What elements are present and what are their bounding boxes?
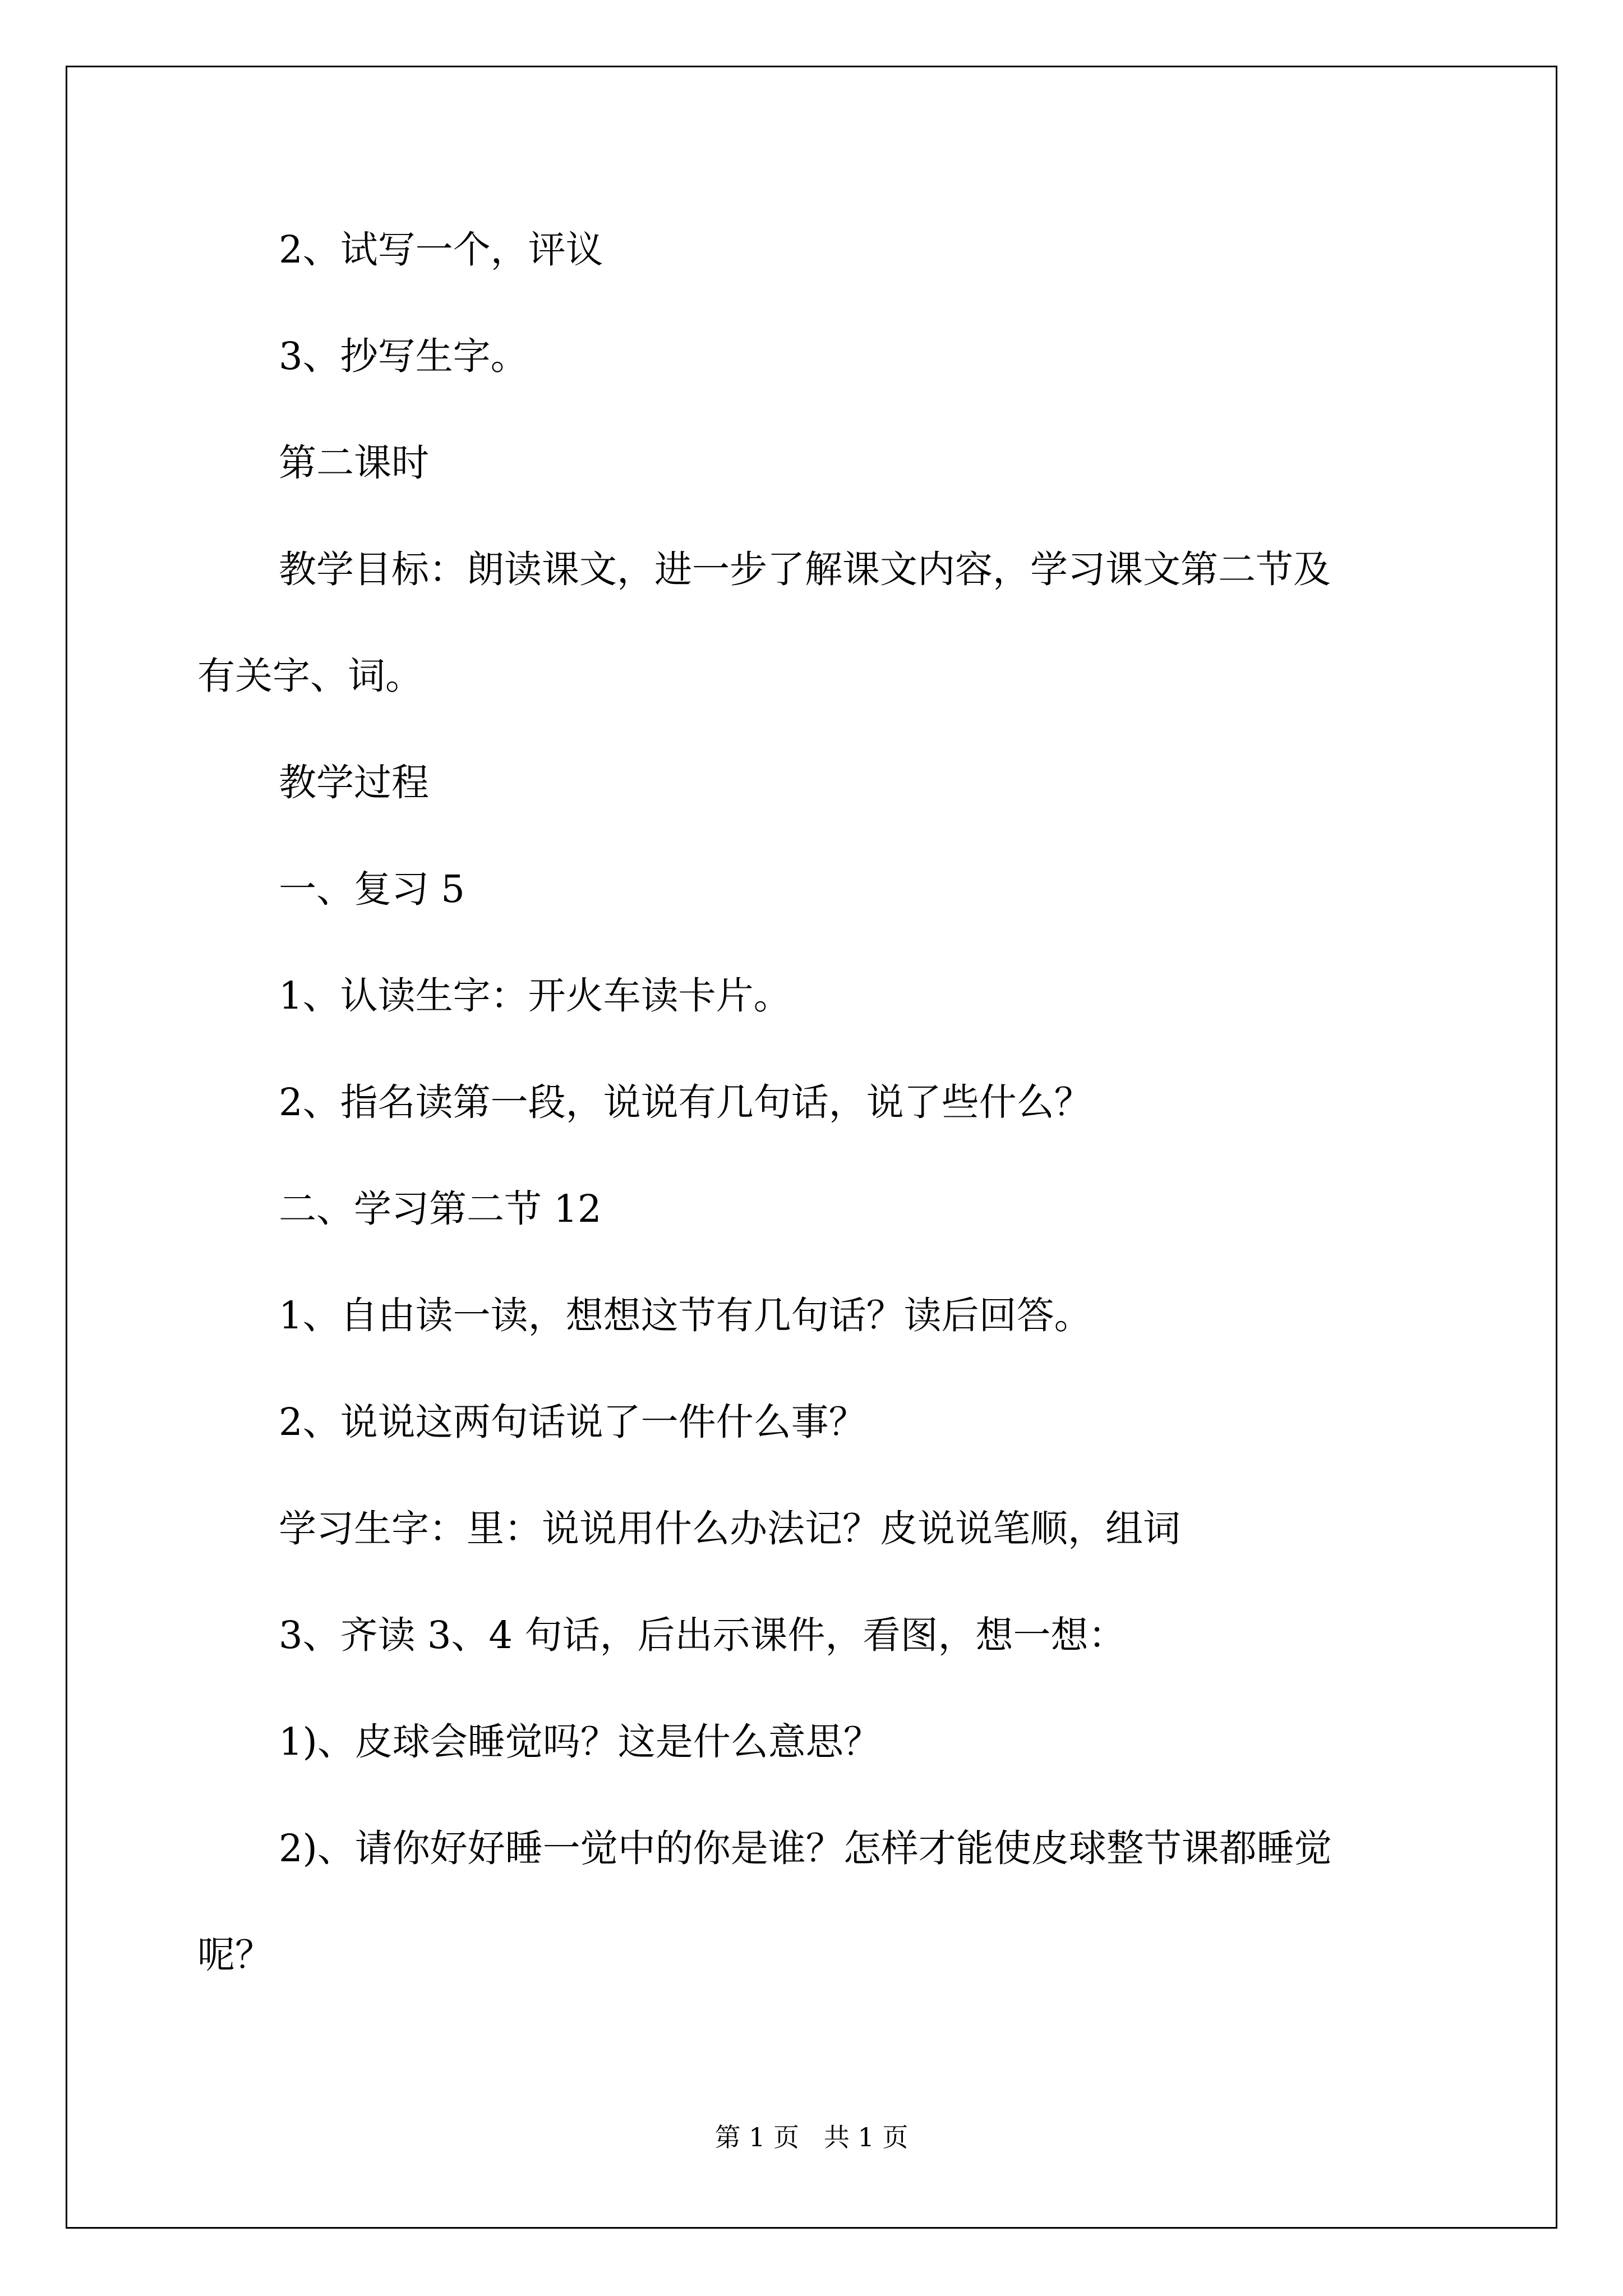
text-line: 2、说说这两句话说了一件什么事？ xyxy=(279,1400,866,1444)
text-line: 2)、请你好好睡一觉中的你是谁？怎样才能使皮球整节课都睡觉 xyxy=(279,1826,1332,1870)
text-line: 呢？ xyxy=(197,1933,273,1977)
page-footer: 第 1 页 共 1 页 xyxy=(714,2122,909,2152)
text-line: 有关字、词。 xyxy=(197,654,423,698)
text-line: 1、自由读一读，想想这节有几句话？读后回答。 xyxy=(279,1294,1092,1337)
page-border xyxy=(66,66,1557,2229)
text-line: 2、指名读第一段，说说有几句话，说了些什么？ xyxy=(279,1080,1092,1124)
text-line: 教学目标：朗读课文，进一步了解课文内容，学习课文第二节及 xyxy=(279,547,1331,591)
text-line: 1)、皮球会睡觉吗？这是什么意思？ xyxy=(279,1720,881,1764)
section-heading: 教学过程 xyxy=(279,761,429,804)
text-line: 3、抄写生字。 xyxy=(279,334,528,378)
text-line: 二、学习第二节 12 xyxy=(279,1187,602,1231)
text-line: 1、认读生字：开火车读卡片。 xyxy=(279,974,791,1018)
section-heading: 第二课时 xyxy=(279,441,429,485)
text-line: 2、试写一个，评议 xyxy=(279,228,603,272)
text-line: 学习生字：里：说说用什么办法记？皮说说笔顺，组词 xyxy=(279,1507,1181,1550)
text-line: 3、齐读 3、4 句话，后出示课件，看图，想一想： xyxy=(279,1613,1126,1657)
text-line: 一、复习 5 xyxy=(279,867,465,911)
